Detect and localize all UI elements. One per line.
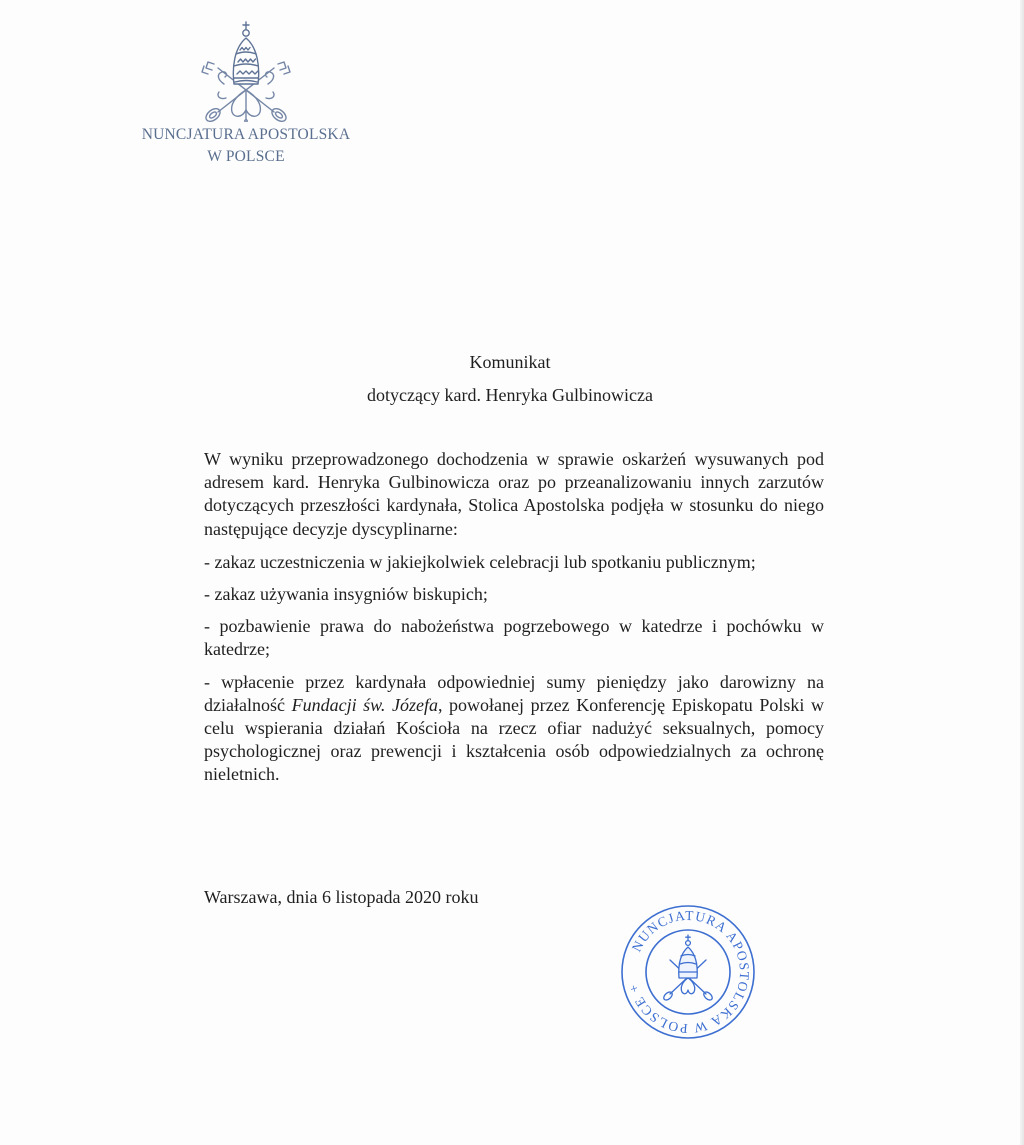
page-edge [1020,0,1024,1145]
decision-item-3: - pozbawienie prawa do nabożeństwa pogrzebowego w katedrze i pochówku w katedrze; [204,616,824,660]
decision-item-4 [204,671,824,787]
foundation-name: Fundacji św. Józefa [291,694,438,715]
org-name-line1: NUNCJATURA APOSTOLSKA [141,126,351,143]
org-name-line2: W POLSCE [207,148,285,165]
nunciature-stamp [618,902,758,1042]
intro-paragraph: W wyniku przeprowadzonego dochodzenia w sprawie oskarżeń wysuwanych pod adresem kard. Henryka Gulbinowicza oraz po przeanalizowaniu innych zarzutów dotyczących przeszłości kardynała, Stolica Apostolska podjęła w stosunku do niego następujące decyzje dyscyplinarne: [204,449,824,539]
stamp-emblem-icon [662,935,713,1002]
item4-text-start: - wpłacenie przez kardynała odpowiedniej sumy pieniędzy jako darowizny na działalność [204,671,824,715]
decision-item-2: - zakaz używania insygniów biskupich; [204,584,488,605]
place-date: Warszawa, dnia 6 listopada 2020 roku [204,887,479,907]
letterhead [128,18,364,166]
document-body [204,448,824,796]
item4-text-end: , powołanej przez Konferencję Episkopatu Polski w celu wspierania działań Kościoła na rzecz ofiar nadużyć seksualnych, pomocy psychologicznej oraz prewencji i kształcenia osób odpowiedzialnych za ochronę nieletnich. [204,694,824,785]
document-subtitle: dotyczący kard. Henryka Gulbinowicza [367,385,653,405]
stamp-text: NUNCJATURA APOSTOLSKA W POLSCE + [625,907,753,1037]
document-title: Komunikat [469,352,551,372]
decision-item-1: - zakaz uczestniczenia w jakiejkolwiek celebracji lub spotkaniu publicznym; [204,551,756,572]
papal-keys-tiara-icon [196,18,296,122]
